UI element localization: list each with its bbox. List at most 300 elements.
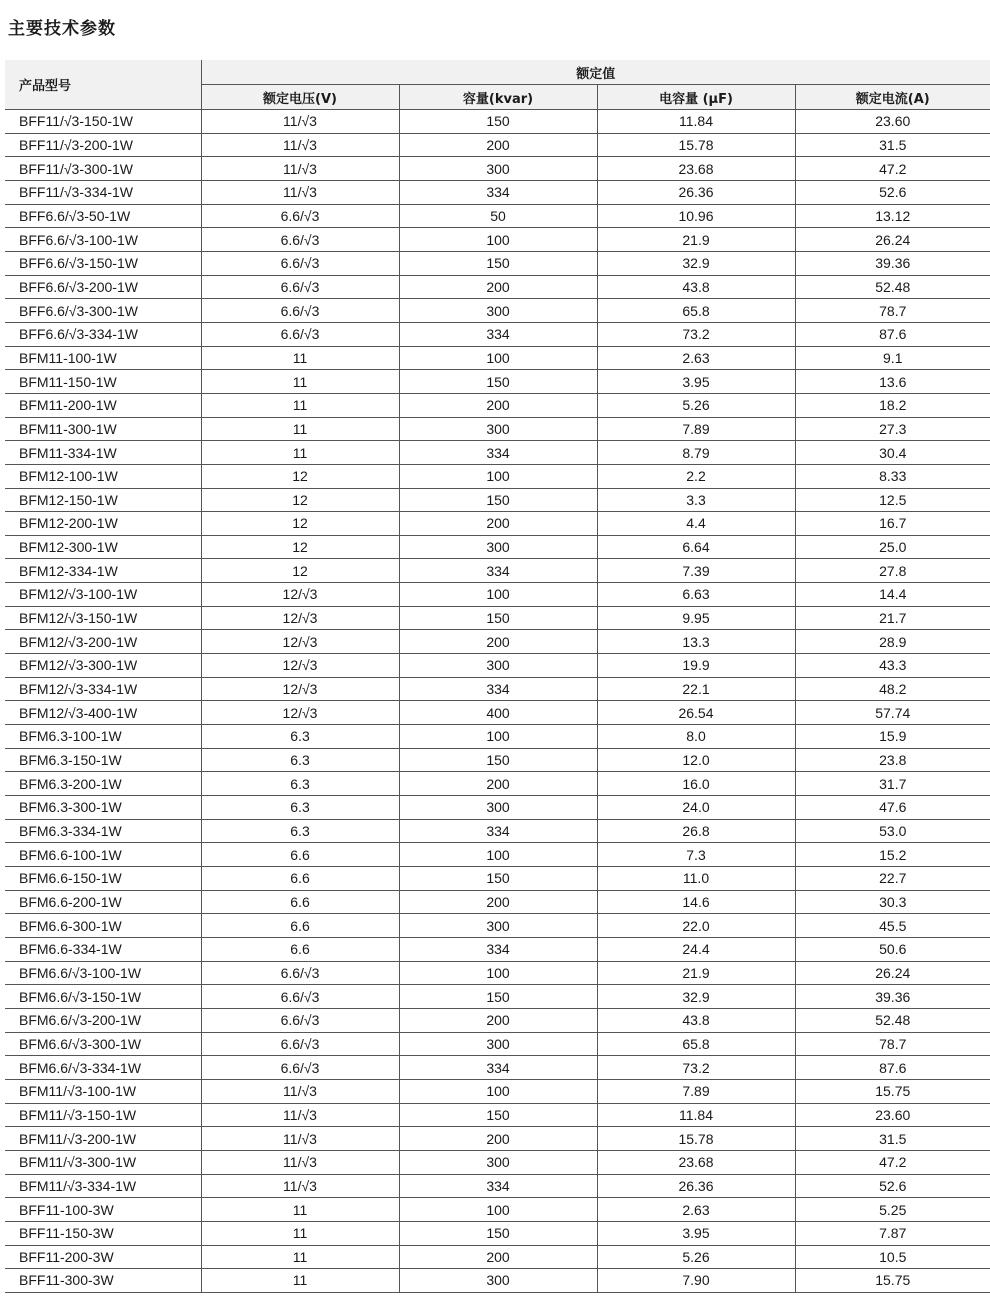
table-row [5, 1245, 990, 1269]
current-cell: 57.74 [795, 701, 990, 725]
table-row [5, 133, 990, 157]
voltage-column-header: 额定电压(V) [201, 85, 399, 110]
current-cell: 18.2 [795, 393, 990, 417]
current-cell: 47.6 [795, 796, 990, 820]
model-cell: BFM11-200-1W [5, 393, 201, 417]
current-cell: 78.7 [795, 1032, 990, 1056]
capacity-cell: 100 [399, 464, 597, 488]
model-cell: BFM12/√3-334-1W [5, 677, 201, 701]
model-cell: BFM6.6/√3-334-1W [5, 1056, 201, 1080]
capacitance-cell: 12.0 [597, 748, 795, 772]
voltage-cell: 11 [201, 370, 399, 394]
capacity-cell: 100 [399, 346, 597, 370]
capacitance-cell: 8.79 [597, 441, 795, 465]
current-cell: 87.6 [795, 322, 990, 346]
capacitance-cell: 65.8 [597, 1032, 795, 1056]
capacitance-cell: 3.3 [597, 488, 795, 512]
current-cell: 21.7 [795, 606, 990, 630]
table-row [5, 843, 990, 867]
current-cell: 28.9 [795, 630, 990, 654]
capacity-cell: 300 [399, 299, 597, 323]
table-row [5, 464, 990, 488]
voltage-cell: 6.3 [201, 796, 399, 820]
table-row [5, 512, 990, 536]
table-row [5, 1221, 990, 1245]
voltage-cell: 6.6/√3 [201, 985, 399, 1009]
model-cell: BFM6.6-100-1W [5, 843, 201, 867]
current-cell: 31.5 [795, 133, 990, 157]
table-row [5, 251, 990, 275]
voltage-cell: 12/√3 [201, 701, 399, 725]
capacity-cell: 200 [399, 630, 597, 654]
model-cell: BFF6.6/√3-300-1W [5, 299, 201, 323]
capacity-cell: 334 [399, 322, 597, 346]
model-cell: BFM11/√3-100-1W [5, 1079, 201, 1103]
capacity-cell: 150 [399, 1103, 597, 1127]
capacity-cell: 150 [399, 867, 597, 891]
capacity-cell: 200 [399, 1127, 597, 1151]
current-cell: 39.36 [795, 251, 990, 275]
capacitance-cell: 11.84 [597, 110, 795, 134]
model-cell: BFM12/√3-100-1W [5, 583, 201, 607]
rated-values-group-header: 额定值 [201, 60, 990, 85]
capacitance-cell: 26.8 [597, 819, 795, 843]
capacitance-cell: 22.1 [597, 677, 795, 701]
capacitance-cell: 43.8 [597, 1008, 795, 1032]
capacitance-cell: 21.9 [597, 961, 795, 985]
model-cell: BFM12-100-1W [5, 464, 201, 488]
current-cell: 23.8 [795, 748, 990, 772]
voltage-cell: 11 [201, 1198, 399, 1222]
current-cell: 26.24 [795, 961, 990, 985]
voltage-cell: 6.3 [201, 748, 399, 772]
current-cell: 14.4 [795, 583, 990, 607]
capacity-cell: 150 [399, 985, 597, 1009]
capacity-cell: 334 [399, 677, 597, 701]
voltage-cell: 11/√3 [201, 157, 399, 181]
current-cell: 47.2 [795, 1150, 990, 1174]
current-cell: 5.25 [795, 1198, 990, 1222]
model-cell: BFM6.6-200-1W [5, 890, 201, 914]
model-cell: BFF6.6/√3-200-1W [5, 275, 201, 299]
table-row [5, 346, 990, 370]
current-cell: 30.3 [795, 890, 990, 914]
voltage-cell: 11 [201, 1245, 399, 1269]
model-cell: BFM12/√3-150-1W [5, 606, 201, 630]
capacity-cell: 150 [399, 606, 597, 630]
voltage-cell: 6.6 [201, 867, 399, 891]
voltage-cell: 12 [201, 559, 399, 583]
model-cell: BFM11/√3-200-1W [5, 1127, 201, 1151]
voltage-cell: 12/√3 [201, 606, 399, 630]
current-cell: 13.6 [795, 370, 990, 394]
capacity-cell: 300 [399, 796, 597, 820]
model-cell: BFM11/√3-334-1W [5, 1174, 201, 1198]
table-row [5, 867, 990, 891]
capacity-cell: 200 [399, 1008, 597, 1032]
current-cell: 12.5 [795, 488, 990, 512]
model-cell: BFF6.6/√3-100-1W [5, 228, 201, 252]
table-row [5, 299, 990, 323]
model-cell: BFM12-150-1W [5, 488, 201, 512]
table-row [5, 1150, 990, 1174]
voltage-cell: 12 [201, 512, 399, 536]
model-column-header: 产品型号 [5, 60, 201, 110]
capacity-cell: 100 [399, 1079, 597, 1103]
voltage-cell: 11 [201, 1269, 399, 1293]
voltage-cell: 6.6/√3 [201, 228, 399, 252]
current-cell: 8.33 [795, 464, 990, 488]
capacitance-cell: 43.8 [597, 275, 795, 299]
table-row [5, 819, 990, 843]
current-cell: 15.9 [795, 725, 990, 749]
capacity-cell: 150 [399, 370, 597, 394]
current-cell: 9.1 [795, 346, 990, 370]
model-cell: BFM11-334-1W [5, 441, 201, 465]
table-row [5, 559, 990, 583]
model-cell: BFM6.3-300-1W [5, 796, 201, 820]
current-cell: 53.0 [795, 819, 990, 843]
capacity-cell: 150 [399, 748, 597, 772]
model-cell: BFM12-200-1W [5, 512, 201, 536]
model-cell: BFM12/√3-200-1W [5, 630, 201, 654]
model-cell: BFF11-300-3W [5, 1269, 201, 1293]
capacitance-cell: 14.6 [597, 890, 795, 914]
capacitance-cell: 26.36 [597, 180, 795, 204]
capacity-cell: 100 [399, 843, 597, 867]
model-cell: BFM12/√3-400-1W [5, 701, 201, 725]
current-cell: 78.7 [795, 299, 990, 323]
capacity-cell: 300 [399, 157, 597, 181]
capacitance-cell: 7.89 [597, 417, 795, 441]
current-cell: 52.6 [795, 180, 990, 204]
current-cell: 87.6 [795, 1056, 990, 1080]
voltage-cell: 12 [201, 464, 399, 488]
capacity-cell: 334 [399, 1174, 597, 1198]
current-cell: 52.6 [795, 1174, 990, 1198]
capacity-cell: 200 [399, 890, 597, 914]
table-row [5, 1174, 990, 1198]
voltage-cell: 6.6/√3 [201, 1008, 399, 1032]
capacitance-cell: 26.36 [597, 1174, 795, 1198]
capacity-cell: 100 [399, 1198, 597, 1222]
voltage-cell: 11/√3 [201, 1174, 399, 1198]
table-body [5, 110, 990, 1293]
voltage-cell: 11/√3 [201, 1079, 399, 1103]
table-row [5, 1127, 990, 1151]
voltage-cell: 6.6/√3 [201, 322, 399, 346]
table-row [5, 1056, 990, 1080]
model-cell: BFM6.6/√3-150-1W [5, 985, 201, 1009]
current-cell: 15.2 [795, 843, 990, 867]
capacity-column-header: 容量(kvar) [399, 85, 597, 110]
capacitance-cell: 7.90 [597, 1269, 795, 1293]
table-row [5, 1032, 990, 1056]
capacitance-cell: 24.4 [597, 937, 795, 961]
page-title: 主要技术参数 [8, 19, 116, 39]
voltage-cell: 11/√3 [201, 180, 399, 204]
table-row [5, 322, 990, 346]
voltage-cell: 12 [201, 535, 399, 559]
voltage-cell: 11 [201, 417, 399, 441]
model-cell: BFF6.6/√3-50-1W [5, 204, 201, 228]
current-cell: 39.36 [795, 985, 990, 1009]
capacitance-cell: 24.0 [597, 796, 795, 820]
current-cell: 50.6 [795, 937, 990, 961]
current-cell: 52.48 [795, 275, 990, 299]
capacitance-cell: 8.0 [597, 725, 795, 749]
capacity-cell: 334 [399, 937, 597, 961]
capacitance-cell: 2.63 [597, 346, 795, 370]
capacity-cell: 200 [399, 512, 597, 536]
capacity-cell: 334 [399, 180, 597, 204]
capacitance-cell: 2.2 [597, 464, 795, 488]
current-cell: 31.7 [795, 772, 990, 796]
table-row [5, 393, 990, 417]
capacitance-cell: 65.8 [597, 299, 795, 323]
table-row [5, 441, 990, 465]
capacitance-cell: 16.0 [597, 772, 795, 796]
table-row [5, 961, 990, 985]
voltage-cell: 6.6 [201, 890, 399, 914]
capacitance-cell: 73.2 [597, 1056, 795, 1080]
capacitance-column-header: 电容量 (μF) [597, 85, 795, 110]
current-cell: 15.75 [795, 1079, 990, 1103]
voltage-cell: 12/√3 [201, 583, 399, 607]
capacity-cell: 300 [399, 914, 597, 938]
table-row [5, 796, 990, 820]
capacitance-cell: 4.4 [597, 512, 795, 536]
capacity-cell: 100 [399, 583, 597, 607]
capacity-cell: 150 [399, 110, 597, 134]
model-cell: BFF11/√3-334-1W [5, 180, 201, 204]
table-row [5, 204, 990, 228]
model-cell: BFM11/√3-150-1W [5, 1103, 201, 1127]
table-row [5, 1079, 990, 1103]
current-cell: 30.4 [795, 441, 990, 465]
table-row [5, 677, 990, 701]
capacity-cell: 100 [399, 725, 597, 749]
capacitance-cell: 15.78 [597, 133, 795, 157]
table-row [5, 654, 990, 678]
table-row [5, 1198, 990, 1222]
capacitance-cell: 2.63 [597, 1198, 795, 1222]
model-cell: BFM6.6/√3-100-1W [5, 961, 201, 985]
capacity-cell: 200 [399, 275, 597, 299]
model-cell: BFM12-300-1W [5, 535, 201, 559]
capacity-cell: 150 [399, 1221, 597, 1245]
table-row [5, 583, 990, 607]
capacity-cell: 300 [399, 535, 597, 559]
current-cell: 27.3 [795, 417, 990, 441]
table-row [5, 180, 990, 204]
table-row [5, 1008, 990, 1032]
table-row [5, 110, 990, 134]
model-cell: BFM12/√3-300-1W [5, 654, 201, 678]
voltage-cell: 11 [201, 441, 399, 465]
capacity-cell: 334 [399, 1056, 597, 1080]
model-cell: BFF6.6/√3-150-1W [5, 251, 201, 275]
table-row [5, 914, 990, 938]
table-header [5, 60, 990, 110]
current-column-header: 额定电流(A) [795, 85, 990, 110]
voltage-cell: 6.6/√3 [201, 251, 399, 275]
voltage-cell: 6.6 [201, 937, 399, 961]
current-cell: 47.2 [795, 157, 990, 181]
model-cell: BFF6.6/√3-334-1W [5, 322, 201, 346]
model-cell: BFF11/√3-200-1W [5, 133, 201, 157]
capacitance-cell: 32.9 [597, 251, 795, 275]
model-cell: BFM6.3-200-1W [5, 772, 201, 796]
current-cell: 10.5 [795, 1245, 990, 1269]
current-cell: 48.2 [795, 677, 990, 701]
capacity-cell: 200 [399, 1245, 597, 1269]
current-cell: 13.12 [795, 204, 990, 228]
capacity-cell: 300 [399, 1150, 597, 1174]
table-row [5, 772, 990, 796]
table-row [5, 701, 990, 725]
model-cell: BFM11-100-1W [5, 346, 201, 370]
capacity-cell: 334 [399, 559, 597, 583]
table-row [5, 1269, 990, 1293]
capacity-cell: 200 [399, 772, 597, 796]
voltage-cell: 12/√3 [201, 654, 399, 678]
voltage-cell: 11/√3 [201, 1150, 399, 1174]
capacitance-cell: 19.9 [597, 654, 795, 678]
model-cell: BFM11-150-1W [5, 370, 201, 394]
capacity-cell: 300 [399, 1269, 597, 1293]
model-cell: BFM12-334-1W [5, 559, 201, 583]
model-cell: BFM11/√3-300-1W [5, 1150, 201, 1174]
capacitance-cell: 23.68 [597, 157, 795, 181]
voltage-cell: 6.3 [201, 725, 399, 749]
spec-table [5, 60, 990, 1293]
voltage-cell: 11/√3 [201, 110, 399, 134]
current-cell: 23.60 [795, 1103, 990, 1127]
model-cell: BFF11-200-3W [5, 1245, 201, 1269]
table-row [5, 157, 990, 181]
voltage-cell: 12 [201, 488, 399, 512]
voltage-cell: 6.6/√3 [201, 1032, 399, 1056]
table-row [5, 985, 990, 1009]
capacitance-cell: 13.3 [597, 630, 795, 654]
voltage-cell: 6.3 [201, 772, 399, 796]
capacitance-cell: 15.78 [597, 1127, 795, 1151]
voltage-cell: 11 [201, 393, 399, 417]
voltage-cell: 12/√3 [201, 677, 399, 701]
capacitance-cell: 3.95 [597, 370, 795, 394]
model-cell: BFF11-100-3W [5, 1198, 201, 1222]
capacitance-cell: 10.96 [597, 204, 795, 228]
capacitance-cell: 5.26 [597, 393, 795, 417]
capacitance-cell: 32.9 [597, 985, 795, 1009]
capacitance-cell: 22.0 [597, 914, 795, 938]
voltage-cell: 6.3 [201, 819, 399, 843]
capacitance-cell: 7.39 [597, 559, 795, 583]
capacity-cell: 200 [399, 393, 597, 417]
model-cell: BFM6.6-150-1W [5, 867, 201, 891]
capacitance-cell: 7.89 [597, 1079, 795, 1103]
table-row [5, 890, 990, 914]
capacity-cell: 300 [399, 654, 597, 678]
table-row [5, 748, 990, 772]
capacitance-cell: 26.54 [597, 701, 795, 725]
capacitance-cell: 6.63 [597, 583, 795, 607]
voltage-cell: 12/√3 [201, 630, 399, 654]
current-cell: 22.7 [795, 867, 990, 891]
model-cell: BFM6.6/√3-300-1W [5, 1032, 201, 1056]
capacity-cell: 200 [399, 133, 597, 157]
capacitance-cell: 11.0 [597, 867, 795, 891]
model-cell: BFM6.6/√3-200-1W [5, 1008, 201, 1032]
capacity-cell: 50 [399, 204, 597, 228]
voltage-cell: 11/√3 [201, 1103, 399, 1127]
current-cell: 23.60 [795, 110, 990, 134]
capacitance-cell: 5.26 [597, 1245, 795, 1269]
table-row [5, 1103, 990, 1127]
model-cell: BFM6.3-100-1W [5, 725, 201, 749]
voltage-cell: 6.6 [201, 843, 399, 867]
voltage-cell: 11/√3 [201, 1127, 399, 1151]
voltage-cell: 6.6 [201, 914, 399, 938]
capacity-cell: 100 [399, 228, 597, 252]
capacitance-cell: 3.95 [597, 1221, 795, 1245]
current-cell: 16.7 [795, 512, 990, 536]
capacitance-cell: 9.95 [597, 606, 795, 630]
model-cell: BFF11-150-3W [5, 1221, 201, 1245]
capacity-cell: 150 [399, 488, 597, 512]
model-cell: BFM6.3-334-1W [5, 819, 201, 843]
voltage-cell: 6.6/√3 [201, 275, 399, 299]
capacitance-cell: 21.9 [597, 228, 795, 252]
capacity-cell: 334 [399, 819, 597, 843]
current-cell: 31.5 [795, 1127, 990, 1151]
model-cell: BFM6.3-150-1W [5, 748, 201, 772]
current-cell: 52.48 [795, 1008, 990, 1032]
capacitance-cell: 11.84 [597, 1103, 795, 1127]
current-cell: 26.24 [795, 228, 990, 252]
voltage-cell: 6.6/√3 [201, 299, 399, 323]
current-cell: 45.5 [795, 914, 990, 938]
table-row [5, 937, 990, 961]
table-row [5, 275, 990, 299]
voltage-cell: 6.6/√3 [201, 204, 399, 228]
table-row [5, 725, 990, 749]
table-row [5, 606, 990, 630]
capacity-cell: 100 [399, 961, 597, 985]
model-cell: BFM6.6-300-1W [5, 914, 201, 938]
table-row [5, 228, 990, 252]
current-cell: 15.75 [795, 1269, 990, 1293]
current-cell: 43.3 [795, 654, 990, 678]
table-row [5, 630, 990, 654]
capacitance-cell: 73.2 [597, 322, 795, 346]
capacity-cell: 334 [399, 441, 597, 465]
voltage-cell: 11 [201, 1221, 399, 1245]
voltage-cell: 6.6/√3 [201, 1056, 399, 1080]
voltage-cell: 11 [201, 346, 399, 370]
capacitance-cell: 7.3 [597, 843, 795, 867]
capacitance-cell: 23.68 [597, 1150, 795, 1174]
capacity-cell: 300 [399, 1032, 597, 1056]
table-row [5, 370, 990, 394]
capacity-cell: 150 [399, 251, 597, 275]
capacity-cell: 400 [399, 701, 597, 725]
current-cell: 25.0 [795, 535, 990, 559]
voltage-cell: 6.6/√3 [201, 961, 399, 985]
current-cell: 7.87 [795, 1221, 990, 1245]
model-cell: BFF11/√3-300-1W [5, 157, 201, 181]
